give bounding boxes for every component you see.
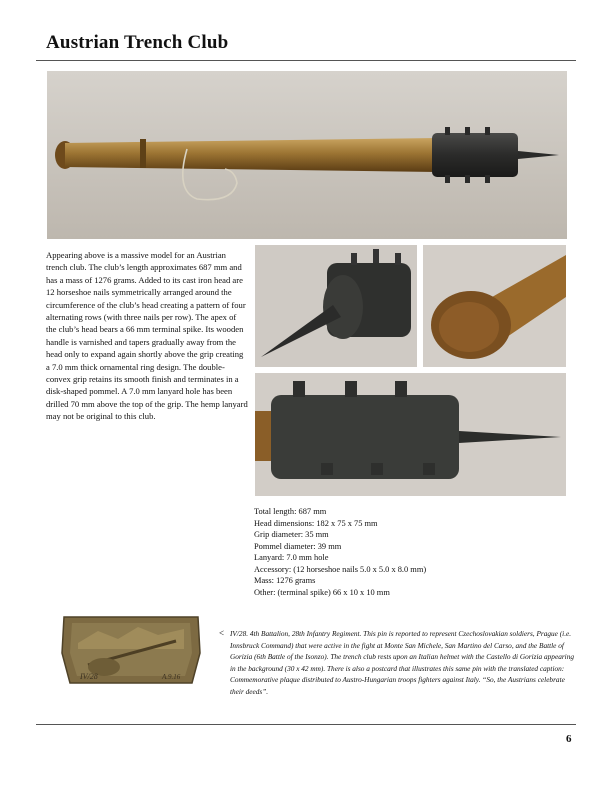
page-title: Austrian Trench Club (46, 32, 229, 53)
specifications-list (254, 506, 554, 598)
plaque-photo (58, 613, 204, 686)
plaque-caption: IV/28. 4th Battalion, 28th Infantry Regiment. This pin is reported to represent Czechoslovakian soldiers, Prague (i.e. Innsbruck Command) that were active in the fight at Monte San Michele, San Martino del Carso, and the Battle of Gorizia (6th Battle of the Isonzo). The trench club rests upon an Italian helmet with the Castello di Gorizia appearing in the background (30 x 42 mm). There is also a postcard that illustrates this same pin with the translated caption: Commemorative plaque distributed to Austro-Hungarian troops fighters against Italy. “So, the Austrians celebrate their deeds”. (230, 629, 575, 696)
photo-full-club (47, 71, 567, 239)
description-text: Appearing above is a massive model for an Austrian trench club. The club’s length approximates 687 mm and has a mass of 1276 grams. Added to its cast iron head are 12 horseshoe nails symmetrically arranged around the circumference of the club’s head creating a pattern of four alternating rows (with three nails per row). The apex of the club’s head bears a 66 mm terminal spike. Its wooden handle is varnished and tapers gradually away from the head only to expand again shortly above the grip creating a 7.0 mm thick ornamental ring design. The double-convex grip retains its smooth finish and terminates in a disk-shaped pommel. A 7.0 mm lanyard hole has been drilled 70 mm above the top of the grip. The hemp lanyard may not be original to this club. (46, 250, 248, 422)
bottom-rule (36, 724, 576, 725)
spec-mass: Mass: 1276 grams (254, 576, 316, 585)
spec-head-dimensions: Head dimensions: 182 x 75 x 75 mm (254, 518, 378, 528)
photo-pommel-detail (423, 245, 566, 367)
spec-total-length: Total length: 687 mm (254, 507, 327, 516)
caption-pointer: < (219, 628, 225, 638)
photo-head-side (255, 373, 566, 496)
spec-accessory: Accessory: (12 horseshoe nails 5.0 x 5.0 x 8.0 mm) (254, 564, 427, 574)
spec-pommel-diameter: Pommel diameter: 39 mm (254, 541, 342, 551)
spec-lanyard: Lanyard: 7.0 mm hole (254, 553, 329, 562)
top-rule (36, 60, 576, 61)
page-number: 6 (566, 733, 572, 745)
plaque-left-text: IV/28 (80, 672, 98, 681)
spec-grip-diameter: Grip diameter: 35 mm (254, 530, 329, 539)
plaque-right-text: A.9.16 (162, 673, 181, 681)
spec-other: Other: (terminal spike) 66 x 10 x 10 mm (254, 587, 390, 597)
photo-head-detail (255, 245, 417, 367)
